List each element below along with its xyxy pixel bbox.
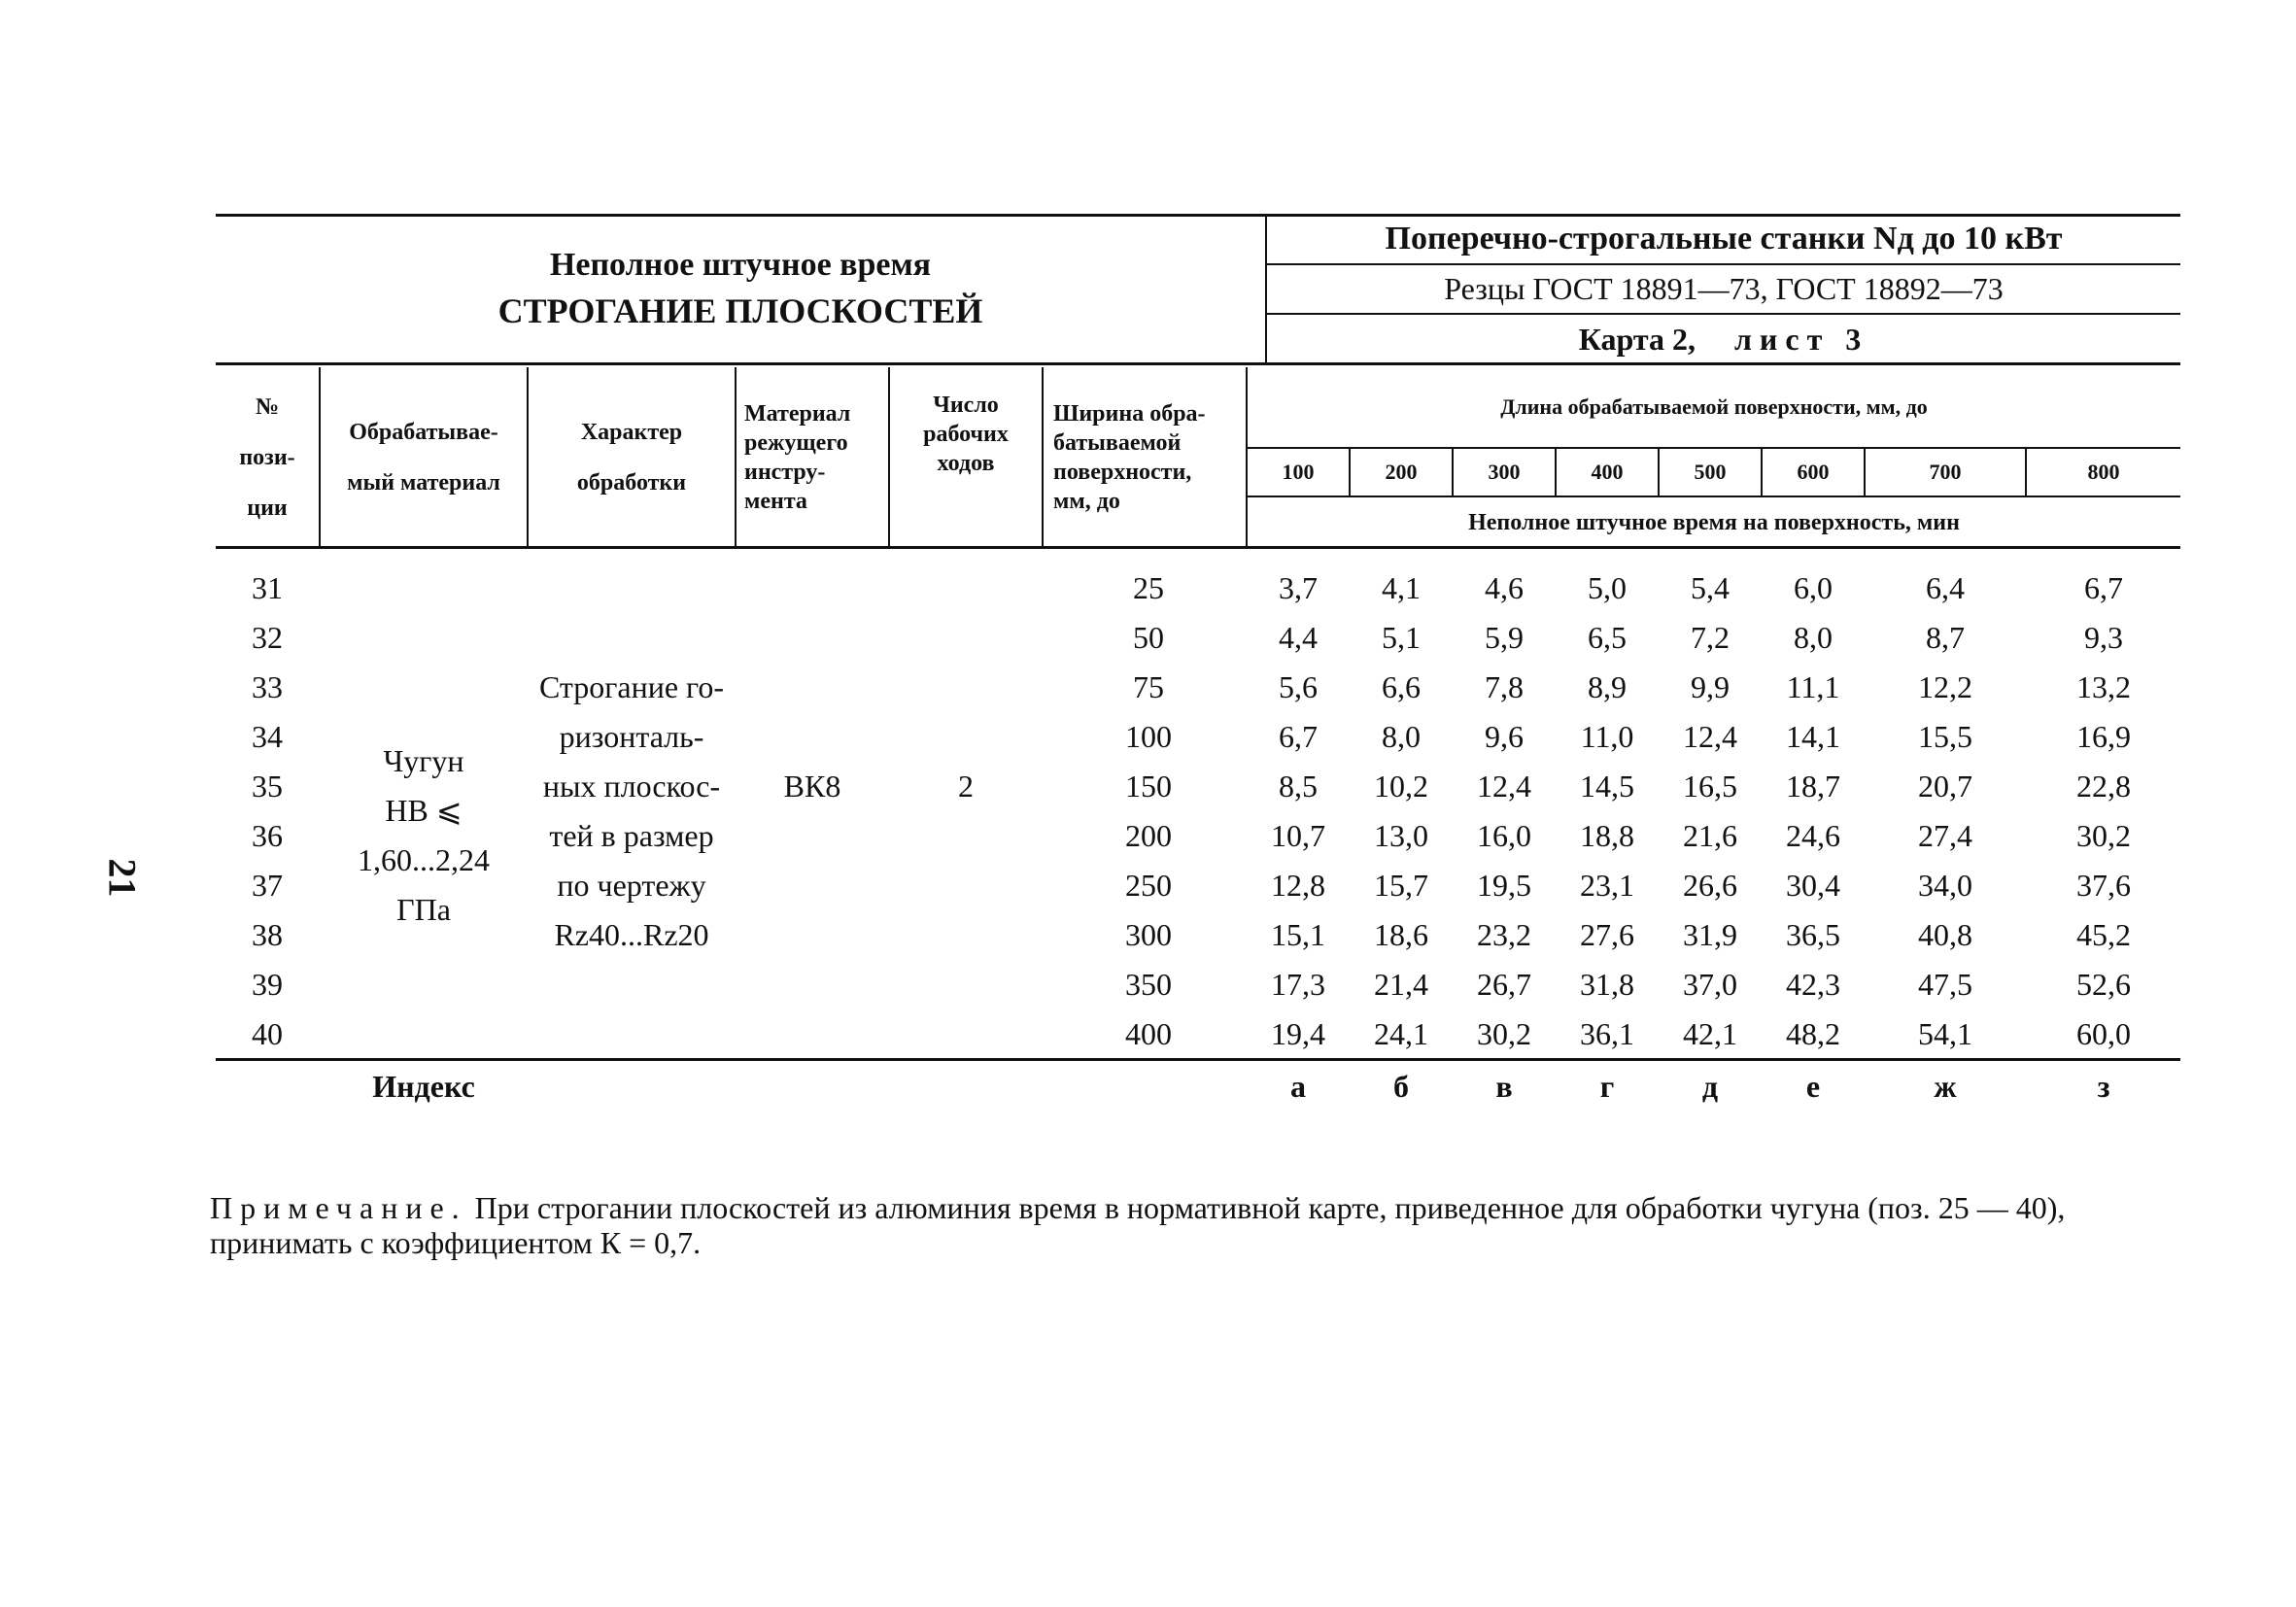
index-letter: а: [1290, 1068, 1306, 1104]
position-cell: 33: [252, 669, 283, 704]
time-cell: 6,7: [1279, 719, 1318, 754]
position-cell: 39: [252, 967, 283, 1002]
header-text: Характер: [580, 420, 683, 445]
time-cell: 6,6: [1382, 669, 1421, 704]
header-text: мый материал: [347, 470, 500, 496]
time-cell: 12,2: [1918, 669, 1972, 704]
time-cell: 9,9: [1691, 669, 1730, 704]
time-cell: 37,6: [2076, 868, 2131, 903]
time-cell: 16,5: [1683, 769, 1737, 804]
time-cell: 60,0: [2076, 1016, 2131, 1051]
position-cell: 37: [252, 868, 283, 903]
note-label: Примечание.: [210, 1190, 467, 1225]
time-cell: 5,0: [1588, 570, 1627, 605]
time-cell: 48,2: [1786, 1016, 1840, 1051]
index-label: Индекс: [372, 1068, 475, 1104]
time-cell: 23,1: [1580, 868, 1634, 903]
time-cell: 9,3: [2084, 620, 2123, 655]
time-cell: 31,8: [1580, 967, 1634, 1002]
time-cell: 26,7: [1477, 967, 1531, 1002]
index-letter: г: [1599, 1068, 1615, 1104]
note-text: При строгании плоскостей из алюминия время в нормативной карте, приведенное для обработки чугуна (поз. 25 — 40), принимать с коэффициентом К = 0,7.: [210, 1190, 2066, 1260]
merged-tool: ВК8: [783, 769, 841, 804]
time-cell: 21,6: [1683, 818, 1737, 853]
width-cell: 400: [1125, 1016, 1172, 1051]
width-cell: 200: [1125, 818, 1172, 853]
time-cell: 6,4: [1926, 570, 1965, 605]
time-cell: 12,4: [1477, 769, 1531, 804]
time-cell: 26,6: [1683, 868, 1737, 903]
header-text: Число: [933, 393, 999, 418]
time-cell: 52,6: [2076, 967, 2131, 1002]
header-text: Ширина обра-: [1053, 401, 1206, 427]
time-cell: 13,2: [2076, 669, 2131, 704]
time-cell: 14,1: [1786, 719, 1840, 754]
position-cell: 40: [252, 1016, 283, 1051]
time-cell: 11,0: [1580, 719, 1634, 754]
time-cell: 22,8: [2076, 769, 2131, 804]
time-cell: 4,1: [1382, 570, 1421, 605]
time-cell: 27,6: [1580, 917, 1634, 952]
width-cell: 25: [1133, 570, 1164, 605]
time-cell: 6,0: [1794, 570, 1833, 605]
position-cell: 34: [252, 719, 283, 754]
time-cell: 16,0: [1477, 818, 1531, 853]
time-cell: 5,9: [1485, 620, 1524, 655]
time-cell: 7,8: [1485, 669, 1524, 704]
time-cell: 6,7: [2084, 570, 2123, 605]
width-cell: 250: [1125, 868, 1172, 903]
header-text: №: [255, 394, 280, 420]
time-cell: 23,2: [1477, 917, 1531, 952]
header-text: инстру-: [744, 460, 826, 485]
width-cell: 150: [1125, 769, 1172, 804]
header-text: режущего: [744, 430, 848, 456]
time-cell: 7,2: [1691, 620, 1730, 655]
tool-standard: Резцы ГОСТ 18891—73, ГОСТ 18892—73: [1444, 271, 2004, 306]
time-cell: 18,7: [1786, 769, 1840, 804]
header-info: [1267, 214, 2180, 364]
column-headers: [216, 367, 2180, 548]
cell-text: ГПа: [396, 892, 451, 927]
time-cell: 15,1: [1271, 917, 1325, 952]
merged-processing: [529, 663, 735, 960]
cell-text: по чертежу: [557, 868, 706, 903]
length-value: 800: [2087, 460, 2120, 484]
position-cell: 38: [252, 917, 283, 952]
header-text: поверхности,: [1053, 460, 1192, 485]
time-cell: 54,1: [1918, 1016, 1972, 1051]
header-text: батываемой: [1053, 430, 1182, 456]
position-cell: 32: [252, 620, 283, 655]
cell-text: тей в размер: [549, 818, 714, 853]
page-number: 21: [100, 858, 145, 898]
header-title: [216, 214, 1265, 364]
header-tool-material: [744, 367, 888, 548]
length-value: 400: [1591, 460, 1624, 484]
index-letter: з: [2097, 1068, 2110, 1104]
merged-material: [321, 736, 527, 935]
time-cell: 15,5: [1918, 719, 1972, 754]
time-cell: 11,1: [1786, 669, 1840, 704]
width-cell: 350: [1125, 967, 1172, 1002]
position-cell: 36: [252, 818, 283, 853]
time-cell: 42,1: [1683, 1016, 1737, 1051]
time-cell: 8,9: [1588, 669, 1627, 704]
cell-text: ных плоскос-: [542, 769, 721, 804]
position-cell: 35: [252, 769, 283, 804]
length-values: [1248, 449, 2180, 496]
cell-text: ризонталь-: [559, 719, 704, 754]
time-cell: 10,7: [1271, 818, 1325, 853]
length-value: 600: [1797, 460, 1830, 484]
time-cell: 8,5: [1279, 769, 1318, 804]
machine-spec: Поперечно-строгальные станки Nд до 10 кВт: [1385, 221, 2063, 256]
time-cell: 24,6: [1786, 818, 1840, 853]
header-text: Материал: [744, 401, 851, 427]
time-cell: 12,4: [1683, 719, 1737, 754]
time-cell: 30,2: [1477, 1016, 1531, 1051]
time-cell: 15,7: [1374, 868, 1428, 903]
time-cell: 8,0: [1794, 620, 1833, 655]
header-text: Обрабатывае-: [349, 420, 498, 445]
time-cell: 45,2: [2076, 917, 2131, 952]
time-cell: 36,1: [1580, 1016, 1634, 1051]
time-cell: 30,4: [1786, 868, 1840, 903]
width-cell: 100: [1125, 719, 1172, 754]
table-body: [216, 564, 2180, 1059]
width-cell: 300: [1125, 917, 1172, 952]
header-text: ции: [247, 496, 288, 521]
header-subtitle: Неполное штучное время: [549, 246, 932, 283]
header-text: пози-: [239, 445, 295, 470]
length-value: 300: [1488, 460, 1521, 484]
header-passes: [890, 367, 1042, 548]
time-cell: 31,9: [1683, 917, 1737, 952]
time-cell: 18,6: [1374, 917, 1428, 952]
width-cell: 75: [1133, 669, 1164, 704]
index-letter: ж: [1934, 1068, 1957, 1104]
cell-text: Чугун: [383, 743, 464, 778]
time-cell: 16,9: [2076, 719, 2131, 754]
time-cell: 36,5: [1786, 917, 1840, 952]
header-width: [1053, 367, 1246, 548]
time-cell: 5,1: [1382, 620, 1421, 655]
merged-passes: 2: [958, 769, 974, 804]
time-cell: 19,4: [1271, 1016, 1325, 1051]
time-cell: 47,5: [1918, 967, 1972, 1002]
time-cell: 37,0: [1683, 967, 1737, 1002]
header-text: обработки: [576, 470, 687, 496]
time-cell: 3,7: [1279, 570, 1318, 605]
time-cell: 30,2: [2076, 818, 2131, 853]
length-value: 200: [1385, 460, 1418, 484]
length-value: 500: [1694, 460, 1727, 484]
cell-text: НВ ⩽: [385, 793, 463, 828]
time-cell: 5,4: [1691, 570, 1730, 605]
table-header-block: [216, 214, 2180, 364]
time-cell: 21,4: [1374, 967, 1428, 1002]
rule: [1042, 367, 1044, 548]
header-processing: [529, 367, 735, 548]
index-row: [216, 1061, 2180, 1111]
time-cell: 5,6: [1279, 669, 1318, 704]
index-letter: в: [1495, 1068, 1513, 1104]
cell-text: 1,60...2,24: [358, 842, 490, 877]
sheet-number: лист 3: [1733, 321, 1869, 357]
length-value: 100: [1282, 460, 1315, 484]
length-header: Длина обрабатываемой поверхности, мм, до: [1500, 394, 1928, 419]
time-cell: 34,0: [1918, 868, 1972, 903]
time-cell: 19,5: [1477, 868, 1531, 903]
time-cell: 12,8: [1271, 868, 1325, 903]
time-cell: 18,8: [1580, 818, 1634, 853]
header-text: ходов: [937, 451, 995, 476]
time-cell: 6,5: [1588, 620, 1627, 655]
header-text: мм, до: [1053, 489, 1120, 514]
width-cell: 50: [1133, 620, 1164, 655]
cell-text: Rz40...Rz20: [554, 917, 709, 952]
cell-text: Строгание го-: [538, 669, 725, 704]
footnote: [210, 1190, 2186, 1260]
card-sheet: [1267, 314, 2180, 364]
rule: [735, 367, 737, 548]
index-letter: б: [1393, 1068, 1409, 1104]
position-cell: 31: [252, 570, 283, 605]
time-cell: 8,7: [1926, 620, 1965, 655]
time-cell: 4,4: [1279, 620, 1318, 655]
time-cell: 9,6: [1485, 719, 1524, 754]
time-cell: 4,6: [1485, 570, 1524, 605]
card-number: Карта 2,: [1578, 321, 1696, 357]
index-letter: е: [1805, 1068, 1821, 1104]
time-cell: 42,3: [1786, 967, 1840, 1002]
index-letter: д: [1701, 1068, 1719, 1104]
time-cell: 13,0: [1374, 818, 1428, 853]
time-cell: 27,4: [1918, 818, 1972, 853]
time-cell: 8,0: [1382, 719, 1421, 754]
time-cell: 24,1: [1374, 1016, 1428, 1051]
length-value: 700: [1929, 460, 1962, 484]
time-cell: 17,3: [1271, 967, 1325, 1002]
header-material: [321, 367, 527, 548]
time-cell: 14,5: [1580, 769, 1634, 804]
header-main-title: СТРОГАНИЕ ПЛОСКОСТЕЙ: [497, 291, 983, 330]
time-cell: 10,2: [1374, 769, 1428, 804]
header-text: рабочих: [923, 422, 1009, 447]
time-cell: 40,8: [1918, 917, 1972, 952]
header-text: мента: [744, 489, 807, 514]
header-position: [216, 367, 319, 548]
time-header: Неполное штучное время на поверхность, мин: [1468, 509, 1960, 535]
time-cell: 20,7: [1918, 769, 1972, 804]
